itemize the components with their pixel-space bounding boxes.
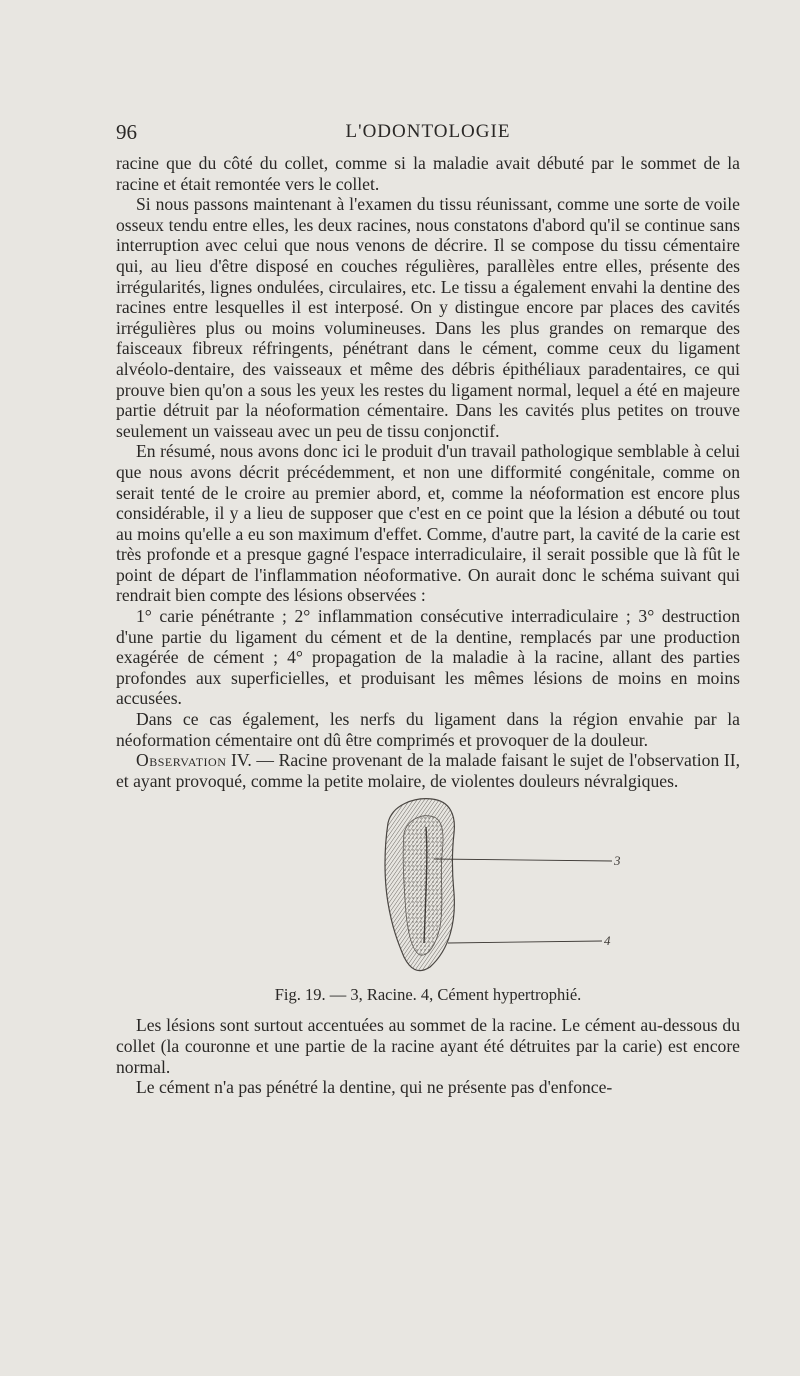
- leader-line-3: [434, 859, 612, 861]
- figure-19: [116, 793, 740, 1015]
- observation-text: IV. — Racine provenant de la malade faisant le sujet de l'observation II, et ayant provoqué, comme la petite molaire, de violentes douleurs névralgiques.: [116, 750, 740, 791]
- figure-caption: Fig. 19. — 3, Racine. 4, Cément hypertrophié.: [274, 985, 582, 1005]
- paragraph: Si nous passons maintenant à l'examen du tissu réunissant, comme une sorte de voile osseux tendu entre elles, les deux racines, nous constatons d'abord qu'il se continue sans interruption avec celui que nous venons de décrire. Il se compose du tissu cémentaire qui, au lieu d'être disposé en couches régulières, parallèles entre elles, présente des irrégularités, lignes ondulées, circulaires, etc. Le tissu a également envahi la dentine des racines entre lesquelles il est interposé. On y distingue encore par places des cavités irrégulières plus ou moins volumineuses. Dans les plus grandes on remarque des faisceaux fibreux réfringents, pénétrant dans le cément, comme ceux du ligament alvéolo-dentaire, des vaisseaux et même des débris épithéliaux paradentaires, ce qui prouve bien qu'on a sous les yeux les restes du ligament normal, lequel a été en majeure partie détruit par la néoformation cémentaire. Dans les cavités plus petites on trouve seulement un vaisseau avec un peu de tissu conjonctif.: [116, 194, 740, 441]
- paragraph-observation: [116, 750, 740, 791]
- paragraph: racine que du côté du collet, comme si la maladie avait débuté par le sommet de la racine et était remontée vers le collet.: [116, 153, 740, 194]
- page-number: 96: [116, 120, 137, 144]
- paragraph: Dans ce cas également, les nerfs du ligament dans la région envahie par la néoformation cémentaire ont dû être comprimés et provoquer de la douleur.: [116, 709, 740, 750]
- body-text: [116, 153, 740, 1098]
- dentine: [403, 816, 443, 955]
- paragraph: Le cément n'a pas pénétré la dentine, qui ne présente pas d'enfonce-: [136, 1077, 613, 1098]
- figure-label-3: 3: [614, 853, 621, 869]
- observation-label: Observation: [136, 750, 227, 771]
- paragraph: Les lésions sont surtout accentuées au sommet de la racine. Le cément au-dessous du collet (la couronne et une partie de la racine ayant été détruites par la carie) est encore normal.: [116, 1015, 740, 1077]
- paragraph: 1° carie pénétrante ; 2° inflammation consécutive interradiculaire ; 3° destruction d'une partie du ligament du cément et de la dentine, remplacés par une production exagérée de cément ; 4° propagation de la maladie à la racine, allant des parties profondes aux superficielles, et produisant les mêmes lésions de moins en moins accusées.: [116, 606, 740, 709]
- leader-line-4: [448, 941, 602, 943]
- running-header: [116, 118, 740, 146]
- figure-label-4: 4: [604, 933, 611, 949]
- root-illustration: [352, 793, 642, 979]
- running-title: L'ODONTOLOGIE: [345, 121, 511, 142]
- paragraph: En résumé, nous avons donc ici le produit d'un travail pathologique semblable à celui que nous avons décrit précédemment, et non une difformité congénitale, comme on serait tenté de le croire au premier abord, et, comme la néoformation est encore plus considérable, il y a lieu de supposer que c'est en ce point que la lésion a débuté ou tout au moins qu'elle a eu son maximum d'effet. Comme, d'autre part, la cavité de la carie est très profonde et a presque gagné l'espace interradiculaire, il serait possible que là fût le point de départ de l'inflammation néoformative. On aurait donc le schéma suivant qui rendrait bien compte des lésions observées :: [116, 441, 740, 606]
